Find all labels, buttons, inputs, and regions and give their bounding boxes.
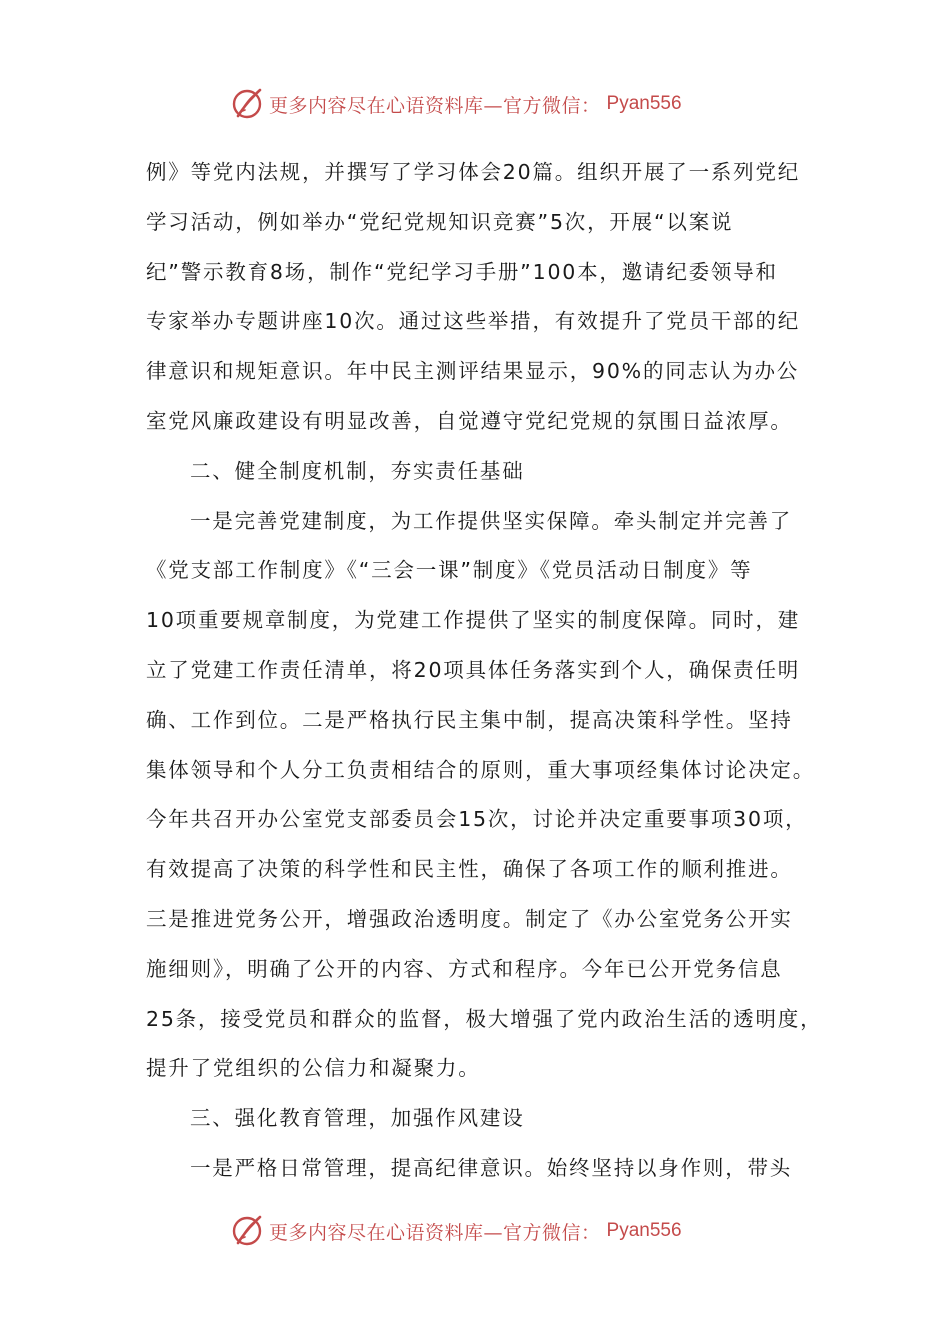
body-line: 10项重要规章制度，为党建工作提供了坚实的制度保障。同时，建 [146,608,801,633]
watermark-wechat-id: Pyan556 [606,1220,682,1241]
paragraph-first-line: 一是完善党建制度，为工作提供坚实保障。牵头制定并完善了 [190,508,793,533]
watermark-text: 更多内容尽在心语资料库—官方微信： [269,94,601,117]
body-line: 立了党建工作责任清单，将20项具体任务落实到个人，确保责任明 [146,657,801,682]
body-line: 室党风廉政建设有明显改善，自觉遵守党纪党规的氛围日益浓厚。 [146,408,793,433]
header-watermark [229,86,682,122]
body-line: 律意识和规矩意识。年中民主测评结果显示，90%的同志认为办公 [146,359,800,384]
body-line: 专家举办专题讲座10次。通过这些举措，有效提升了党员干部的纪 [146,309,801,334]
body-line: 三是推进党务公开，增强政治透明度。制定了《办公室党务公开实 [146,906,793,931]
quill-logo-icon [229,1213,265,1249]
body-line: 25条，接受党员和群众的监督，极大增强了党内政治生活的透明度， [146,1006,823,1031]
body-line: 集体领导和个人分工负责相结合的原则，重大事项经集体讨论决定。 [146,757,815,782]
body-line: 例》等党内法规，并撰写了学习体会20篇。组织开展了一系列党纪 [146,160,801,184]
paragraph-first-line: 一是严格日常管理，提高纪律意识。始终坚持以身作则，带头 [190,1155,793,1180]
quill-logo-icon [229,86,265,122]
watermark-wechat-id: Pyan556 [606,93,682,114]
body-line: 确、工作到位。二是严格执行民主集中制，提高决策科学性。坚持 [146,707,793,732]
body-line: 有效提高了决策的科学性和民主性，确保了各项工作的顺利推进。 [146,857,793,882]
body-line: 今年共召开办公室党支部委员会15次，讨论并决定重要事项30项， [146,807,808,832]
body-line: 学习活动，例如举办“党纪党规知识竞赛”5次，开展“以案说 [146,209,734,234]
section-heading: 二、健全制度机制，夯实责任基础 [190,458,525,483]
document-body [146,148,823,1194]
footer-watermark [229,1213,682,1249]
body-line: 《党支部工作制度》《“三会一课”制度》《党员活动日制度》等 [146,558,753,583]
watermark-text: 更多内容尽在心语资料库—官方微信： [269,1221,601,1244]
body-line: 提升了党组织的公信力和凝聚力。 [146,1056,481,1081]
section-heading: 三、强化教育管理，加强作风建设 [190,1106,525,1131]
body-line: 施细则》，明确了公开的内容、方式和程序。今年已公开党务信息 [146,956,783,981]
body-line: 纪”警示教育8场，制作“党纪学习手册”100本，邀请纪委领导和 [146,259,778,284]
